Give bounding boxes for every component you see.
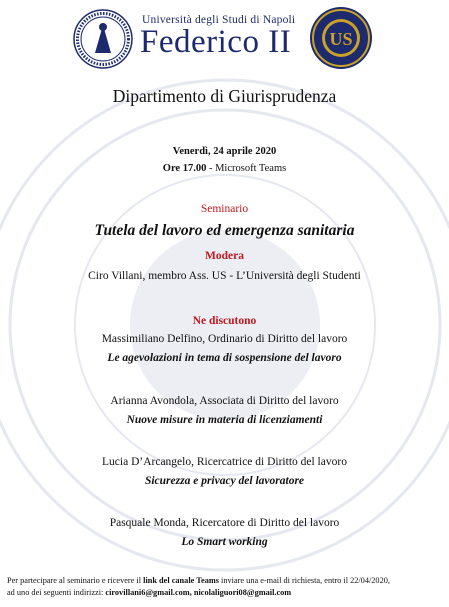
speaker-talk: Le agevolazioni in tema di sospensione del lavoro bbox=[107, 352, 342, 364]
discussion-label: Ne discutono bbox=[192, 315, 257, 327]
department-title: Dipartimento di Giurisprudenza bbox=[112, 86, 337, 106]
footer-text-1: Per partecipare al seminario e ricevere il bbox=[7, 576, 144, 585]
speaker-talk: Nuove misure in materia di licenziamenti bbox=[126, 414, 323, 426]
speaker-talk: Sicurezza e privacy del lavoratore bbox=[144, 475, 305, 487]
speaker-name: Pasquale Monda, Ricercatore di Diritto del lavoro bbox=[109, 517, 340, 529]
event-time-venue bbox=[0, 163, 449, 174]
speaker-name: Arianna Avondola, Associata di Diritto del lavoro bbox=[110, 395, 339, 407]
event-venue: - Microsoft Teams bbox=[206, 163, 287, 174]
university-seal-icon bbox=[73, 9, 133, 69]
speaker-talk: Lo Smart working bbox=[181, 536, 268, 548]
university-name: Federico II bbox=[140, 24, 292, 60]
moderation-label: Modera bbox=[205, 250, 244, 262]
footer-text-2: inviare una e-mail di richiesta, entro il 22/04/2020, bbox=[218, 576, 390, 585]
event-date: Venerdì, 24 aprile 2020 bbox=[172, 146, 277, 157]
footer-text-3: ad uno dei seguenti indirizzi: bbox=[7, 588, 106, 597]
speaker-name: Lucia D’Arcangelo, Ricercatrice di Diritto del lavoro bbox=[102, 456, 347, 468]
moderator-name: Ciro Villani, membro Ass. US - L’Università degli Studenti bbox=[88, 270, 361, 282]
university-line: Università degli Studi di Napoli bbox=[142, 14, 296, 26]
seminar-title: Tutela del lavoro ed emergenza sanitaria bbox=[94, 222, 355, 239]
footer-emails: cirovillani6@gmail.com, nicolaliguori08@gmail.com bbox=[105, 588, 292, 597]
us-association-logo-icon bbox=[309, 6, 373, 70]
footer-note bbox=[7, 575, 445, 599]
seminar-label: Seminario bbox=[200, 203, 249, 215]
event-time: Ore 17.00 bbox=[162, 163, 207, 174]
footer-link-label: link del canale Teams bbox=[143, 576, 219, 585]
us-logo-text: US bbox=[329, 29, 353, 49]
speaker-name: Massimiliano Delfino, Ordinario di Diritto del lavoro bbox=[101, 333, 348, 345]
